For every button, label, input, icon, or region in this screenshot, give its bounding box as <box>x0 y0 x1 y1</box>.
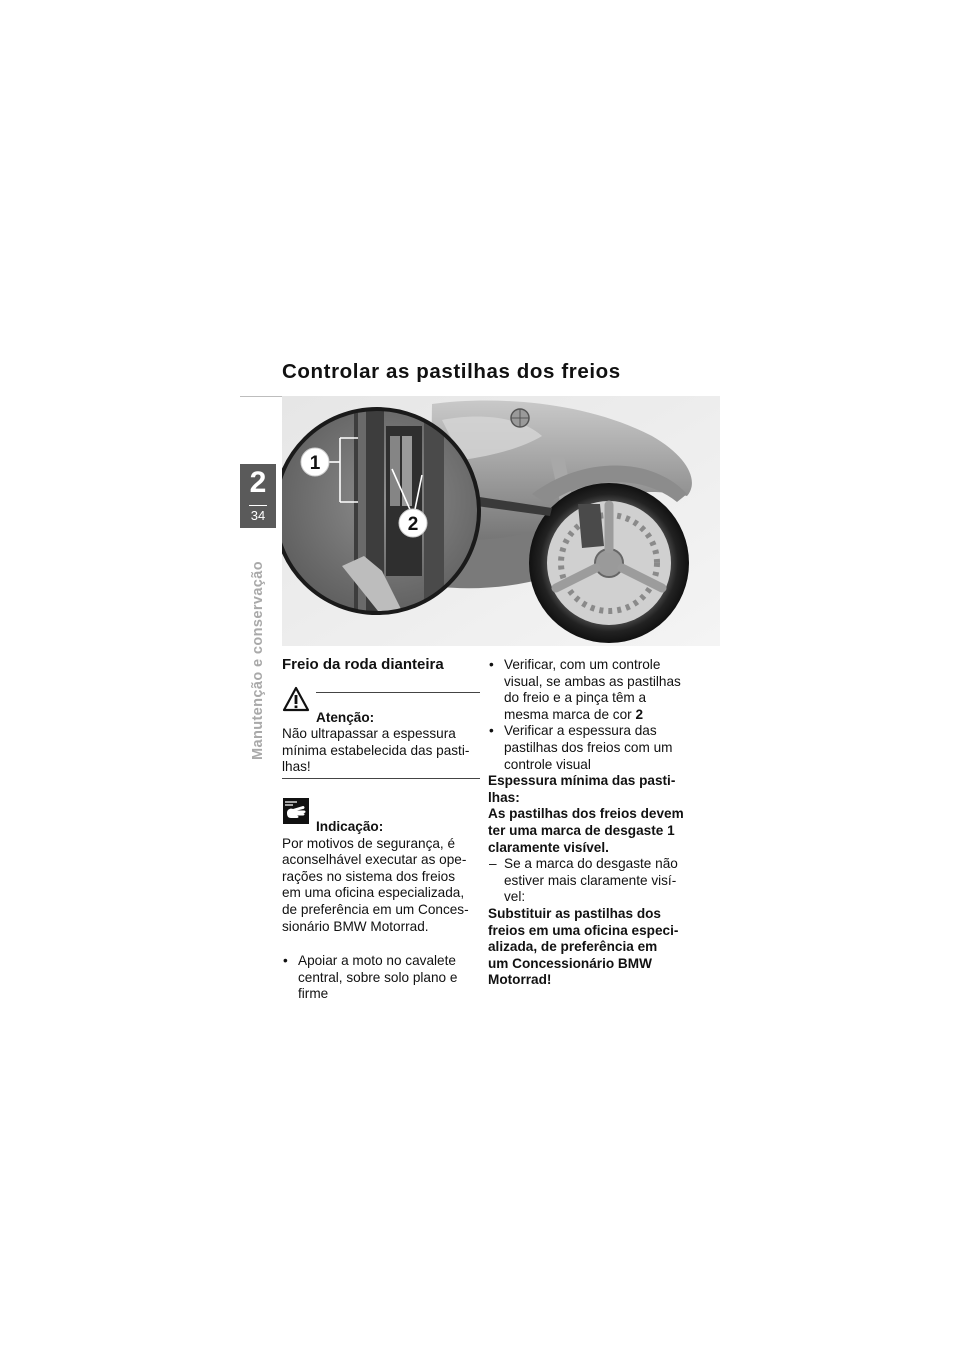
final-instruction <box>488 906 703 989</box>
final-line: um Concessionário BMW <box>488 955 652 971</box>
note-line: em uma oficina especializada, <box>282 885 465 901</box>
bullet-line: controle visual <box>504 756 591 772</box>
chapter-number: 2 <box>249 466 267 499</box>
list-item <box>488 723 703 773</box>
chapter-title: Manutenção e conservação <box>250 561 266 760</box>
bullet-line <box>504 707 703 724</box>
bullet-line-text: mesma marca de cor <box>504 706 636 722</box>
brake-photo <box>282 396 720 646</box>
bullet-marker: • <box>283 953 288 969</box>
page-title: Controlar as pastilhas dos freios <box>282 360 621 383</box>
spec-line: As pastilhas dos freios devem <box>488 806 684 822</box>
bullet-line: Verificar a espessura das <box>504 723 657 739</box>
chapter-tab-divider <box>249 505 267 506</box>
list-item <box>488 657 703 723</box>
dash-line: estiver mais claramente visí- <box>504 872 677 888</box>
chapter-side-label <box>250 545 272 760</box>
list-item <box>282 953 480 1003</box>
section-heading: Freio da roda dianteira <box>282 656 444 673</box>
spec-line: lhas: <box>488 789 520 805</box>
note-line: aconselhável executar as ope- <box>282 852 467 868</box>
note-line: rações no sistema dos freios <box>282 868 456 884</box>
right-column <box>488 657 703 989</box>
bullet-line: Apoiar a moto no cavalete <box>298 953 456 969</box>
bullet-marker: • <box>489 723 494 739</box>
note-line: Por motivos de segurança, é <box>282 835 456 851</box>
dash-line: Se a marca do desgaste não <box>504 856 678 872</box>
color-mark-ref: 2 <box>635 706 644 722</box>
dash-line: vel: <box>504 889 526 905</box>
bullet-line: firme <box>298 986 329 1002</box>
dash-marker: – <box>489 856 497 872</box>
list-item <box>488 856 703 906</box>
final-line: Motorrad! <box>488 972 552 988</box>
warning-triangle-icon <box>282 686 310 712</box>
final-line: alizada, de preferência em <box>488 939 658 955</box>
bullet-line: visual, se ambas as pastilhas <box>504 673 681 689</box>
note-label: Indicação: <box>316 818 384 834</box>
warning-label: Atenção: <box>316 709 375 725</box>
bullet-marker: • <box>489 657 494 672</box>
warning-line: Não ultrapassar a espessura <box>282 726 456 742</box>
note-line: sionário BMW Motorrad. <box>282 918 429 934</box>
spec-line: claramente visível. <box>488 839 609 855</box>
spec-line: ter uma marca de desgaste 1 <box>488 822 675 838</box>
warning-bottom-rule <box>282 778 480 779</box>
warning-line: mínima estabelecida das pasti- <box>282 742 470 758</box>
page-number: 34 <box>250 508 266 523</box>
motorcycle-brake-illustration <box>282 396 720 646</box>
bullet-line: Verificar, com um controle <box>504 657 661 672</box>
min-thickness-spec <box>488 773 703 856</box>
final-line: Substituir as pastilhas dos <box>488 905 661 921</box>
note-hand-icon <box>282 797 310 825</box>
callout-1-label: 1 <box>309 453 321 474</box>
note-line: de preferência em um Conces- <box>282 901 469 917</box>
bullet-line: central, sobre solo plano e <box>298 969 458 985</box>
left-column <box>282 655 480 1003</box>
note-header <box>282 797 480 823</box>
bullet-line: do freio e a pinça têm a <box>504 690 647 706</box>
warning-line: lhas! <box>282 759 311 775</box>
chapter-tab <box>240 464 276 528</box>
warning-header <box>282 690 480 710</box>
bullet-line: pastilhas dos freios com um <box>504 739 673 755</box>
final-line: freios em uma oficina especi- <box>488 922 679 938</box>
spec-line: Espessura mínima das pasti- <box>488 773 676 789</box>
callout-2-label: 2 <box>407 514 419 535</box>
warning-top-rule <box>316 692 480 693</box>
